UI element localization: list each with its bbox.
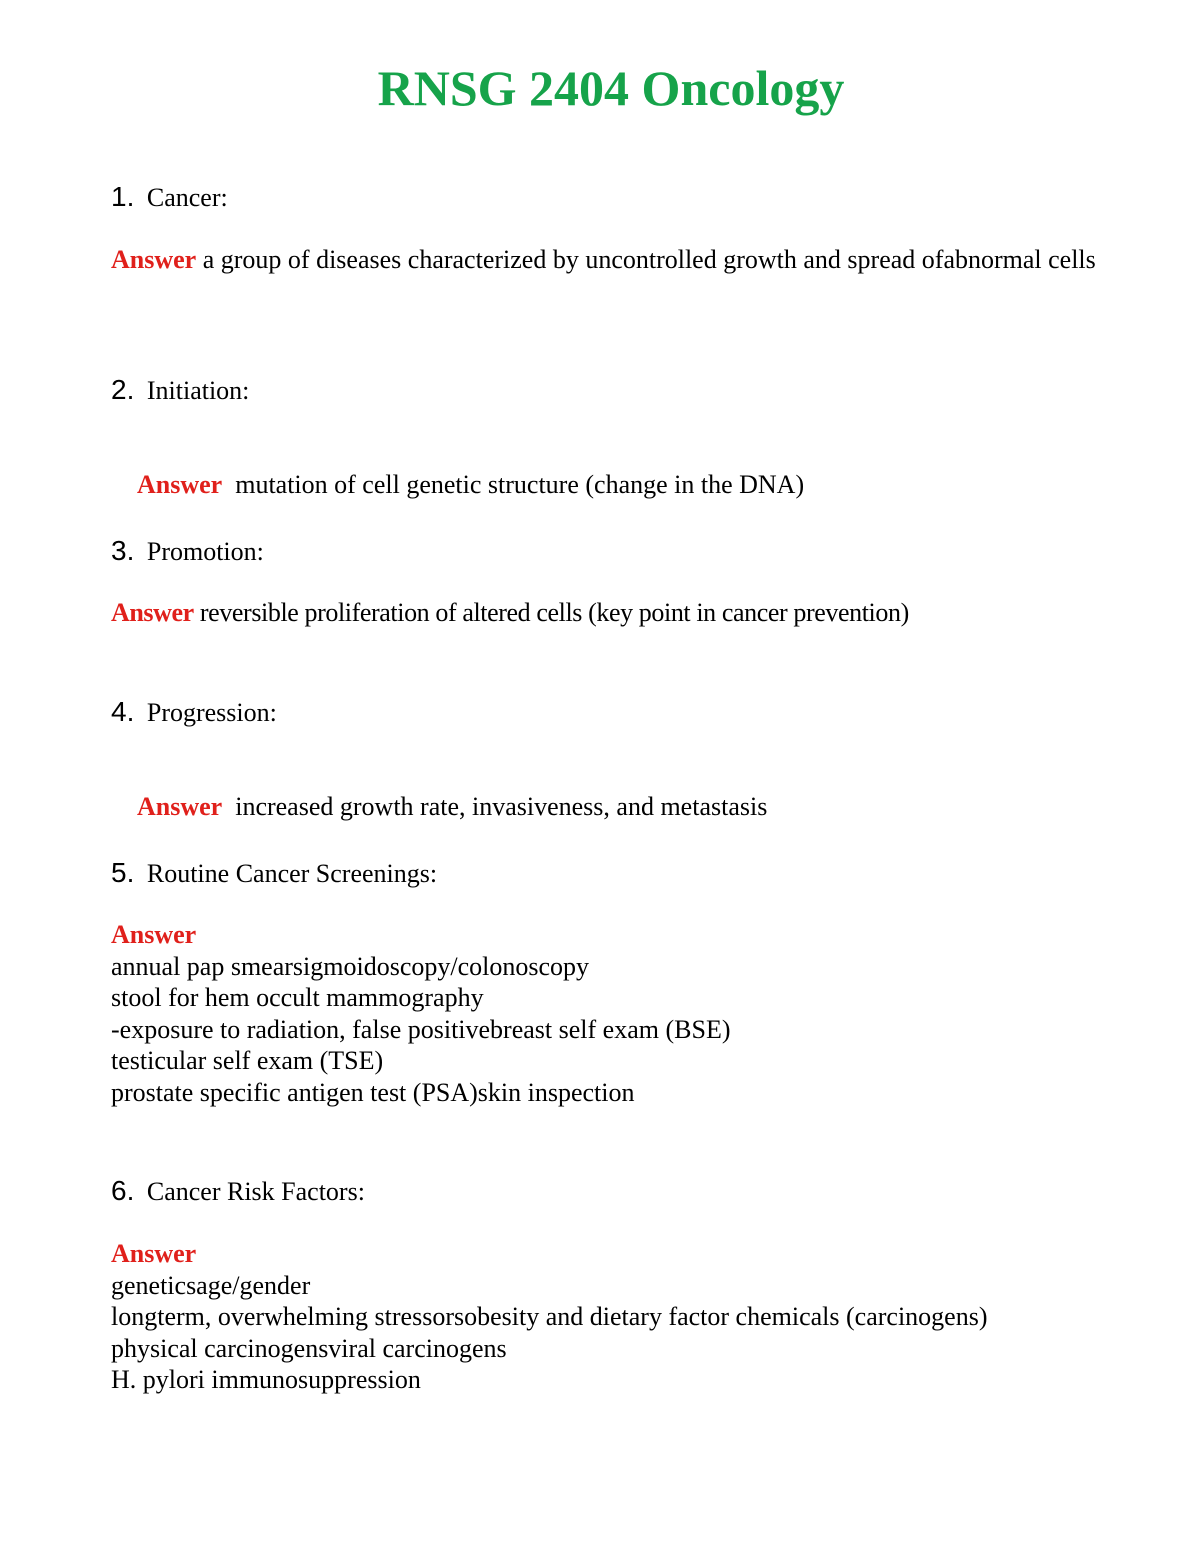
question-number: 2.: [111, 374, 135, 405]
answer-label: Answer: [137, 791, 223, 821]
question-5: [111, 857, 1111, 890]
answer-line: longterm, overwhelming stressorsobesity and dietary factor chemicals (carcinogens): [111, 1302, 988, 1331]
answer-label: Answer: [137, 469, 223, 499]
answer-line: stool for hem occult mammography: [111, 983, 484, 1012]
answer-4: [111, 759, 1101, 854]
page-title: RNSG 2404 Oncology: [377, 60, 845, 116]
answer-line: H. pylori immunosuppression: [111, 1365, 421, 1394]
question-text: Cancer Risk Factors:: [146, 1177, 365, 1206]
answer-2: [111, 437, 1101, 532]
question-3: [111, 535, 1111, 568]
answer-label: Answer: [111, 920, 197, 949]
answer-line: testicular self exam (TSE): [111, 1046, 384, 1075]
question-text: Progression:: [146, 698, 277, 727]
question-text: Initiation:: [146, 376, 250, 405]
question-number: 5.: [111, 857, 135, 888]
question-number: 3.: [111, 535, 135, 566]
question-text: Promotion:: [146, 537, 264, 566]
question-number: 6.: [111, 1175, 135, 1206]
answer-label: Answer: [111, 245, 197, 274]
question-6: [111, 1175, 1111, 1208]
answer-text: a group of diseases characterized by uncontrolled growth and spread ofabnormal cells: [202, 245, 1096, 274]
question-number: 4.: [111, 696, 135, 727]
answer-text: increased growth rate, invasiveness, and metastasis: [228, 791, 768, 821]
answer-line: -exposure to radiation, false positivebreast self exam (BSE): [111, 1014, 731, 1044]
answer-6: [111, 1238, 1101, 1396]
answer-5: [111, 919, 1101, 1108]
answer-text: mutation of cell genetic structure (change in the DNA): [228, 469, 805, 499]
question-number: 1.: [111, 181, 135, 212]
answer-label: Answer: [111, 1239, 197, 1268]
answer-1: [111, 244, 1101, 276]
question-text: Routine Cancer Screenings:: [146, 859, 438, 888]
answer-line: physical carcinogensviral carcinogens: [111, 1333, 507, 1363]
question-2: [111, 374, 1111, 407]
answer-line: geneticsage/gender: [111, 1270, 311, 1300]
answer-line: annual pap smearsigmoidoscopy/colonoscopy: [111, 951, 590, 981]
question-1: [111, 181, 1111, 214]
answer-label: Answer: [111, 598, 194, 627]
answer-text: reversible proliferation of altered cells (key point in cancer prevention): [199, 598, 909, 627]
question-text: Cancer:: [146, 183, 228, 212]
answer-3: [111, 597, 1101, 629]
question-4: [111, 696, 1111, 729]
answer-line: prostate specific antigen test (PSA)skin inspection: [111, 1077, 635, 1107]
